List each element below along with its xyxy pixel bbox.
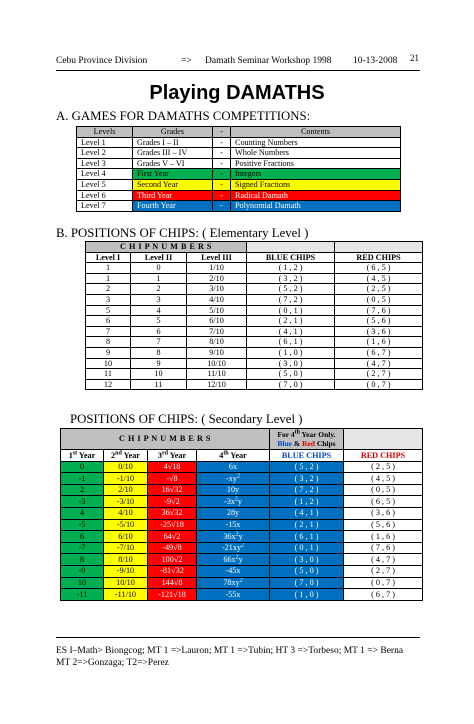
col-header-blue-chips: BLUE CHIPS: [270, 450, 344, 462]
third-year-cell: -9√2: [148, 496, 197, 508]
second-year-cell: -1/10: [104, 473, 148, 485]
fourth-year-cell: [197, 531, 270, 543]
grade-cell: Grades I – II: [133, 137, 213, 148]
term-base: -45x: [225, 566, 241, 576]
red-chip-cell: ( 4 , 7 ): [344, 554, 423, 566]
second-year-cell: -3/10: [104, 496, 148, 508]
level-2-cell: 9: [131, 358, 187, 369]
section-c-heading: POSITIONS OF CHIPS: ( Secondary Level ): [70, 412, 303, 426]
level-3-cell: 6/10: [187, 316, 247, 327]
dash-cell: -: [213, 179, 231, 190]
blue-chip-cell: ( 3 , 2 ): [270, 473, 344, 485]
header-divider: [56, 70, 420, 71]
level-2-cell: 10: [131, 369, 187, 380]
level-1-cell: 6: [86, 316, 131, 327]
level-2-cell: 1: [131, 273, 187, 284]
table-row: [77, 179, 401, 190]
elementary-chip-table-body: [86, 263, 423, 390]
blue-chip-cell: ( 0 , 1 ): [247, 305, 335, 316]
second-year-cell: 6/10: [104, 531, 148, 543]
fourth-year-cell: [197, 484, 270, 496]
content-cell: Integers: [231, 169, 401, 180]
level-3-cell: 10/10: [187, 358, 247, 369]
red-chip-cell: ( 2 , 5 ): [344, 461, 423, 473]
blue-chip-cell: ( 4 , 1 ): [270, 507, 344, 519]
term-tail: y: [238, 531, 243, 541]
level-1-cell: 9: [86, 347, 131, 358]
fourth-year-cell: [197, 519, 270, 531]
red-chip-cell: ( 6 , 5 ): [344, 496, 423, 508]
red-chip-cell: ( 6 , 7 ): [335, 347, 423, 358]
red-chip-cell: ( 0 , 5 ): [335, 294, 423, 305]
table-row: [86, 273, 423, 284]
blue-chip-cell: ( 3 , 0 ): [270, 554, 344, 566]
third-year-cell: 100√2: [148, 554, 197, 566]
col-header-level-3: Level III: [187, 252, 247, 263]
level-3-cell: 7/10: [187, 326, 247, 337]
level-2-cell: 11: [131, 379, 187, 390]
table-row: [61, 531, 423, 543]
third-year-cell: -√8: [148, 473, 197, 485]
second-year-cell: 8/10: [104, 554, 148, 566]
blue-chip-cell: ( 1 , 2 ): [247, 263, 335, 274]
level-cell: Level 2: [77, 148, 133, 159]
fourth-year-cell: [197, 554, 270, 566]
table-row: [77, 201, 401, 212]
level-3-cell: 1/10: [187, 263, 247, 274]
first-year-cell: 6: [61, 531, 104, 543]
content-cell: Whole Numbers: [231, 148, 401, 159]
table-row: [61, 519, 423, 531]
red-chip-cell: ( 5 , 6 ): [344, 519, 423, 531]
table-row: [61, 473, 423, 485]
blue-chip-cell: ( 6 , 1 ): [270, 531, 344, 543]
red-chip-cell: ( 0 , 7 ): [335, 379, 423, 390]
third-year-cell: 16√32: [148, 484, 197, 496]
col-header-3rd-year: 3rd Year: [148, 450, 197, 462]
content-cell: Polynomial Damath: [231, 201, 401, 212]
blue-chip-cell: ( 3 , 0 ): [247, 358, 335, 369]
second-year-cell: -9/10: [104, 565, 148, 577]
term-exponent: 2: [234, 496, 238, 503]
level-3-cell: 11/10: [187, 369, 247, 380]
blue-chip-cell: ( 3 , 2 ): [247, 273, 335, 284]
table-row: [61, 542, 423, 554]
fourth-year-cell: [197, 496, 270, 508]
third-year-cell: 64√2: [148, 531, 197, 543]
col-header-contents: Contents: [231, 127, 401, 138]
red-chip-cell: ( 4 , 5 ): [335, 273, 423, 284]
table-row: [86, 294, 423, 305]
fourth-year-cell: [197, 461, 270, 473]
level-1-cell: 2: [86, 284, 131, 295]
blue-chip-cell: ( 6 , 1 ): [247, 337, 335, 348]
table-row: [86, 369, 423, 380]
third-year-cell: 144√8: [148, 577, 197, 589]
page-number: 21: [410, 53, 419, 63]
term-base: 28y: [226, 508, 240, 518]
red-chip-cell: ( 5 , 6 ): [335, 316, 423, 327]
level-cell: Level 4: [77, 169, 133, 180]
level-1-cell: 11: [86, 369, 131, 380]
first-year-cell: 4: [61, 507, 104, 519]
second-year-cell: 0/10: [104, 461, 148, 473]
level-2-cell: 2: [131, 284, 187, 295]
first-year-cell: -11: [61, 589, 104, 601]
third-year-cell: 36√32: [148, 507, 197, 519]
grade-cell: Grades V – VI: [133, 158, 213, 169]
term-exponent: 2: [235, 530, 239, 537]
red-chip-cell: ( 7 , 6 ): [335, 305, 423, 316]
level-2-cell: 8: [131, 347, 187, 358]
first-year-cell: 2: [61, 484, 104, 496]
table-row: [86, 358, 423, 369]
term-base: -55x: [225, 589, 241, 599]
grade-cell: Fourth Year: [133, 201, 213, 212]
content-cell: Radical Damath: [231, 190, 401, 201]
dash-cell: -: [213, 137, 231, 148]
red-chip-cell: ( 2 , 7 ): [344, 565, 423, 577]
red-chip-cell: ( 3 , 6 ): [344, 507, 423, 519]
red-chip-cell: ( 1 , 6 ): [344, 531, 423, 543]
blue-chip-cell: ( 5 , 2 ): [270, 461, 344, 473]
table-row: [61, 496, 423, 508]
blank-header-cell: [247, 242, 335, 253]
level-cell: Level 5: [77, 179, 133, 190]
level-1-cell: 3: [86, 294, 131, 305]
second-year-cell: -5/10: [104, 519, 148, 531]
blue-chip-cell: ( 7 , 0 ): [270, 577, 344, 589]
dash-cell: -: [213, 190, 231, 201]
first-year-cell: -1: [61, 473, 104, 485]
content-cell: Signed Fractions: [231, 179, 401, 190]
level-cell: Level 6: [77, 190, 133, 201]
section-b-heading: B. POSITIONS OF CHIPS: ( Elementary Level ): [56, 226, 309, 240]
term-base: 66x: [223, 554, 236, 564]
term-exponent: 2: [239, 577, 243, 584]
level-3-cell: 3/10: [187, 284, 247, 295]
fourth-year-cell: [197, 565, 270, 577]
table-row: [86, 305, 423, 316]
term-base: 78xy: [223, 578, 240, 588]
term-exponent: 2: [241, 542, 245, 549]
blue-chip-cell: ( 1 , 0 ): [270, 589, 344, 601]
third-year-cell: 4√18: [148, 461, 197, 473]
first-year-cell: 10: [61, 577, 104, 589]
col-header-grades: Grades: [133, 127, 213, 138]
grade-cell: Third Year: [133, 190, 213, 201]
second-year-cell: -7/10: [104, 542, 148, 554]
third-year-cell: -49√8: [148, 542, 197, 554]
second-year-cell: 2/10: [104, 484, 148, 496]
blue-chip-cell: ( 7 , 0 ): [247, 379, 335, 390]
first-year-cell: -9: [61, 565, 104, 577]
level-3-cell: 5/10: [187, 305, 247, 316]
col-header-levels: Levels: [77, 127, 133, 138]
division-name: Cebu Province Division: [56, 56, 148, 66]
level-2-cell: 7: [131, 337, 187, 348]
third-year-cell: -121√18: [148, 589, 197, 601]
term-tail: y: [238, 554, 243, 564]
elementary-chip-table: [85, 241, 423, 390]
blank-header-cell: [344, 429, 423, 450]
term-base: 36x: [223, 531, 236, 541]
first-year-cell: 0: [61, 461, 104, 473]
fourth-year-cell: [197, 507, 270, 519]
red-chip-cell: ( 3 , 6 ): [335, 326, 423, 337]
table-row: [77, 190, 401, 201]
level-2-cell: 0: [131, 263, 187, 274]
col-header-2nd-year: 2nd Year: [104, 450, 148, 462]
content-cell: Counting Numbers: [231, 137, 401, 148]
secondary-chip-table-body: [61, 461, 423, 600]
third-year-cell: -25√18: [148, 519, 197, 531]
table-row: [61, 577, 423, 589]
term-base: 6x: [228, 462, 238, 472]
red-chip-cell: ( 2 , 5 ): [335, 284, 423, 295]
blue-chip-cell: ( 1 , 2 ): [270, 496, 344, 508]
fourth-year-cell: [197, 577, 270, 589]
footer-divider: [56, 637, 420, 638]
page-title: Playing DAMATHS: [149, 82, 325, 104]
fourth-year-cell: [197, 473, 270, 485]
header-date: 10-13-2008: [353, 56, 398, 66]
table-row: [61, 461, 423, 473]
blue-chip-cell: ( 7 , 2 ): [270, 484, 344, 496]
table-row: [86, 263, 423, 274]
red-chip-cell: ( 2 , 7 ): [335, 369, 423, 380]
term-base: -3x: [223, 496, 235, 506]
red-chip-cell: ( 6 , 7 ): [344, 589, 423, 601]
term-exponent: 2: [235, 554, 239, 561]
blue-chip-cell: ( 5 , 0 ): [247, 369, 335, 380]
level-cell: Level 7: [77, 201, 133, 212]
dash-cell: -: [213, 148, 231, 159]
secondary-chip-table: [60, 428, 423, 601]
level-cell: Level 1: [77, 137, 133, 148]
fourth-year-cell: [197, 542, 270, 554]
competition-table-header: [77, 127, 401, 138]
col-header-blue-chips: BLUE CHIPS: [247, 252, 335, 263]
term-base: 10y: [226, 485, 240, 495]
table-row: [77, 158, 401, 169]
dash-cell: -: [213, 158, 231, 169]
level-2-cell: 3: [131, 294, 187, 305]
second-year-cell: 4/10: [104, 507, 148, 519]
red-chip-cell: ( 0 , 5 ): [344, 484, 423, 496]
blue-chip-cell: ( 2 , 1 ): [270, 519, 344, 531]
dash-cell: -: [213, 201, 231, 212]
table-row: [77, 169, 401, 180]
blue-chip-cell: ( 2 , 1 ): [247, 316, 335, 327]
third-year-cell: -81√32: [148, 565, 197, 577]
grade-cell: Second Year: [133, 179, 213, 190]
header-arrow: =>: [181, 56, 192, 66]
term-base: -21xy: [221, 543, 242, 553]
red-chip-cell: ( 4 , 5 ): [344, 473, 423, 485]
col-header-red-chips: RED CHIPS: [335, 252, 423, 263]
red-chip-cell: ( 4 , 7 ): [335, 358, 423, 369]
blank-header-cell: [335, 242, 423, 253]
fourth-year-note: For 4th Year Only. Blue & Red Chips: [270, 429, 344, 450]
table-row: [86, 316, 423, 327]
competition-table-body: [77, 137, 401, 211]
col-header-1st-year: 1st Year: [61, 450, 104, 462]
level-1-cell: 5: [86, 305, 131, 316]
table-row: [77, 137, 401, 148]
table-row: [61, 554, 423, 566]
level-3-cell: 8/10: [187, 337, 247, 348]
footer-line-2: MT 2=>Gonzaga; T2=>Perez: [56, 658, 169, 668]
grade-cell: First Year: [133, 169, 213, 180]
blue-chip-cell: ( 5 , 2 ): [247, 284, 335, 295]
first-year-cell: -3: [61, 496, 104, 508]
footer-line-1: ES I–Math> Biongcog; MT 1 =>Lauron; MT 1 =>Tubin; HT 3 =>Torbeso; MT 1 => Berna: [56, 646, 404, 656]
table-row: [86, 337, 423, 348]
level-1-cell: 10: [86, 358, 131, 369]
red-chip-cell: ( 7 , 6 ): [344, 542, 423, 554]
workshop-name: Damath Seminar Workshop 1998: [205, 56, 332, 66]
dash-cell: -: [213, 169, 231, 180]
level-1-cell: 7: [86, 326, 131, 337]
chip-numbers-header: C H I P N U M B E R S: [61, 429, 270, 450]
col-header-level-1: Level I: [86, 252, 131, 263]
blue-chip-cell: ( 4 , 1 ): [247, 326, 335, 337]
level-3-cell: 9/10: [187, 347, 247, 358]
blue-chip-cell: ( 0 , 1 ): [270, 542, 344, 554]
col-header-red-chips: RED CHIPS: [344, 450, 423, 462]
level-3-cell: 4/10: [187, 294, 247, 305]
level-1-cell: 1: [86, 273, 131, 284]
table-row: [61, 507, 423, 519]
term-base: -xy: [226, 473, 237, 483]
level-1-cell: 8: [86, 337, 131, 348]
level-2-cell: 4: [131, 305, 187, 316]
section-a-heading: A. GAMES FOR DAMATHS COMPETITIONS:: [56, 109, 311, 123]
term-base: -15x: [225, 520, 241, 530]
first-year-cell: -7: [61, 542, 104, 554]
table-row: [86, 347, 423, 358]
red-chip-cell: ( 0 , 7 ): [344, 577, 423, 589]
content-cell: Positive Fractions: [231, 158, 401, 169]
level-3-cell: 12/10: [187, 379, 247, 390]
first-year-cell: -5: [61, 519, 104, 531]
table-row: [86, 379, 423, 390]
level-3-cell: 2/10: [187, 273, 247, 284]
blue-chip-cell: ( 5 , 0 ): [270, 565, 344, 577]
level-2-cell: 5: [131, 316, 187, 327]
table-row: [61, 589, 423, 601]
table-row: [86, 284, 423, 295]
col-header-dash: -: [213, 127, 231, 138]
col-header-level-2: Level II: [131, 252, 187, 263]
fourth-year-cell: [197, 589, 270, 601]
second-year-cell: 10/10: [104, 577, 148, 589]
red-chip-cell: ( 1 , 6 ): [335, 337, 423, 348]
grade-cell: Grades III – IV: [133, 148, 213, 159]
table-row: [86, 326, 423, 337]
competition-table: [76, 126, 401, 212]
first-year-cell: 8: [61, 554, 104, 566]
term-exponent: 2: [236, 472, 240, 479]
col-header-4th-year: 4th Year: [197, 450, 270, 462]
second-year-cell: -11/10: [104, 589, 148, 601]
table-row: [61, 484, 423, 496]
level-1-cell: 1: [86, 263, 131, 274]
level-cell: Level 3: [77, 158, 133, 169]
blue-chip-cell: ( 1 , 0 ): [247, 347, 335, 358]
level-1-cell: 12: [86, 379, 131, 390]
chip-numbers-header: C H I P N U M B E R S: [86, 242, 247, 253]
table-row: [77, 148, 401, 159]
level-2-cell: 6: [131, 326, 187, 337]
red-chip-cell: ( 6 , 5 ): [335, 263, 423, 274]
table-row: [61, 565, 423, 577]
blue-chip-cell: ( 7 , 2 ): [247, 294, 335, 305]
term-tail: y: [237, 496, 242, 506]
